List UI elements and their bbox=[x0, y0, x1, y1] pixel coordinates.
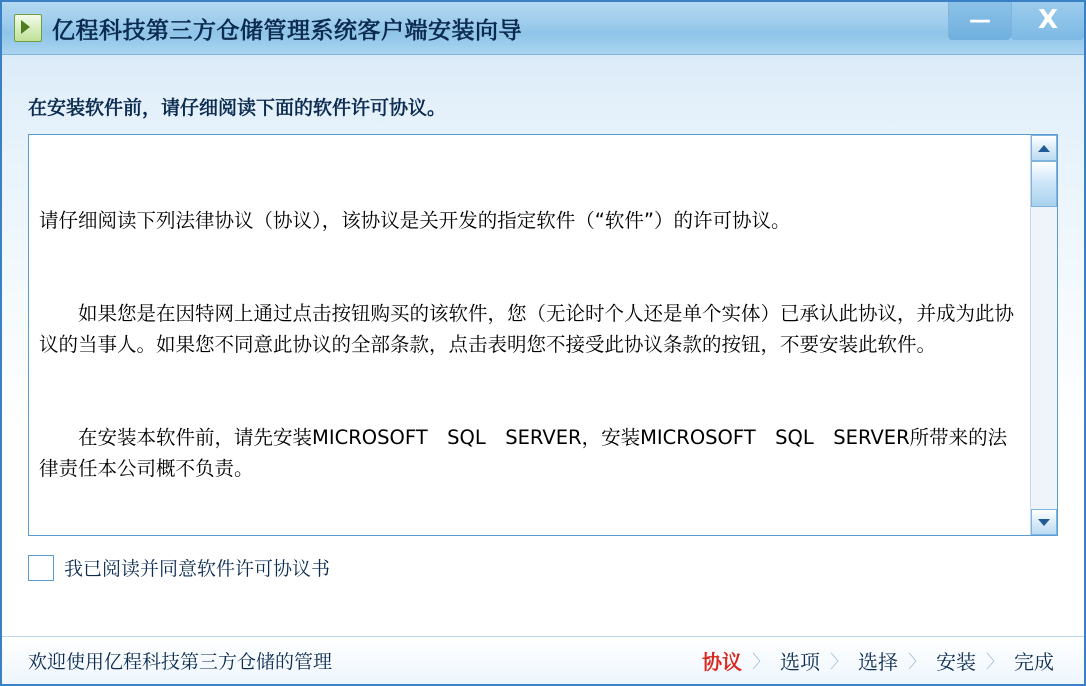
window-title: 亿程科技第三方仓储管理系统客户端安装向导 bbox=[52, 17, 522, 44]
installer-icon bbox=[14, 14, 42, 42]
license-paragraph: 请仔细阅读下列法律协议（协议），该协议是关开发的指定软件（“软件”）的许可协议。 bbox=[39, 209, 791, 232]
step-separator: 〉 bbox=[830, 651, 848, 673]
license-agreement-panel bbox=[28, 134, 1058, 536]
scroll-up-button[interactable] bbox=[1031, 135, 1057, 161]
step-separator: 〉 bbox=[908, 651, 926, 673]
window-controls bbox=[948, 2, 1084, 54]
step-select: 选择 bbox=[858, 650, 898, 674]
step-finish: 完成 bbox=[1014, 650, 1054, 674]
license-paragraph: 如果您是在因特网上通过点击按钮购买的该软件，您（无论时个人还是单个实体）已承认此协议，并成为此协议的当事人。如果您不同意此协议的全部条款，点击表明您不接受此协议条款的按钮，不要安装此软件。 bbox=[39, 302, 1015, 356]
step-separator: 〉 bbox=[752, 651, 770, 673]
page-title: 在安装软件前，请仔细阅读下面的软件许可协议。 bbox=[28, 97, 447, 119]
scrollbar-track[interactable] bbox=[1031, 161, 1057, 509]
main-content bbox=[2, 93, 1084, 581]
footer-bar bbox=[2, 636, 1084, 684]
agree-row[interactable] bbox=[28, 554, 1058, 581]
minimize-button[interactable]: — bbox=[948, 0, 1011, 40]
license-scrollbar[interactable] bbox=[1030, 135, 1057, 535]
scrollbar-thumb[interactable] bbox=[1031, 161, 1057, 207]
footer-note: 欢迎使用亿程科技第三方仓储的管理 bbox=[28, 651, 333, 673]
step-agreement: 协议 bbox=[702, 650, 742, 674]
chevron-up-icon bbox=[1038, 145, 1050, 152]
step-separator: 〉 bbox=[986, 651, 1004, 673]
step-install: 安装 bbox=[936, 650, 976, 674]
close-button[interactable]: X bbox=[1011, 0, 1084, 40]
chevron-down-icon bbox=[1038, 519, 1050, 526]
license-paragraph: 在安装本软件前，请先安装MICROSOFT SQL SERVER，安装MICROSOFT SQL SERVER所带来的法律责任本公司概不负责。 bbox=[39, 426, 1008, 480]
scroll-down-button[interactable] bbox=[1031, 509, 1057, 535]
agree-checkbox[interactable] bbox=[28, 555, 54, 581]
step-options: 选项 bbox=[780, 650, 820, 674]
step-indicator bbox=[698, 646, 1058, 675]
title-bar bbox=[2, 2, 1084, 55]
license-text[interactable] bbox=[29, 135, 1030, 535]
agree-checkbox-label: 我已阅读并同意软件许可协议书 bbox=[64, 558, 331, 580]
